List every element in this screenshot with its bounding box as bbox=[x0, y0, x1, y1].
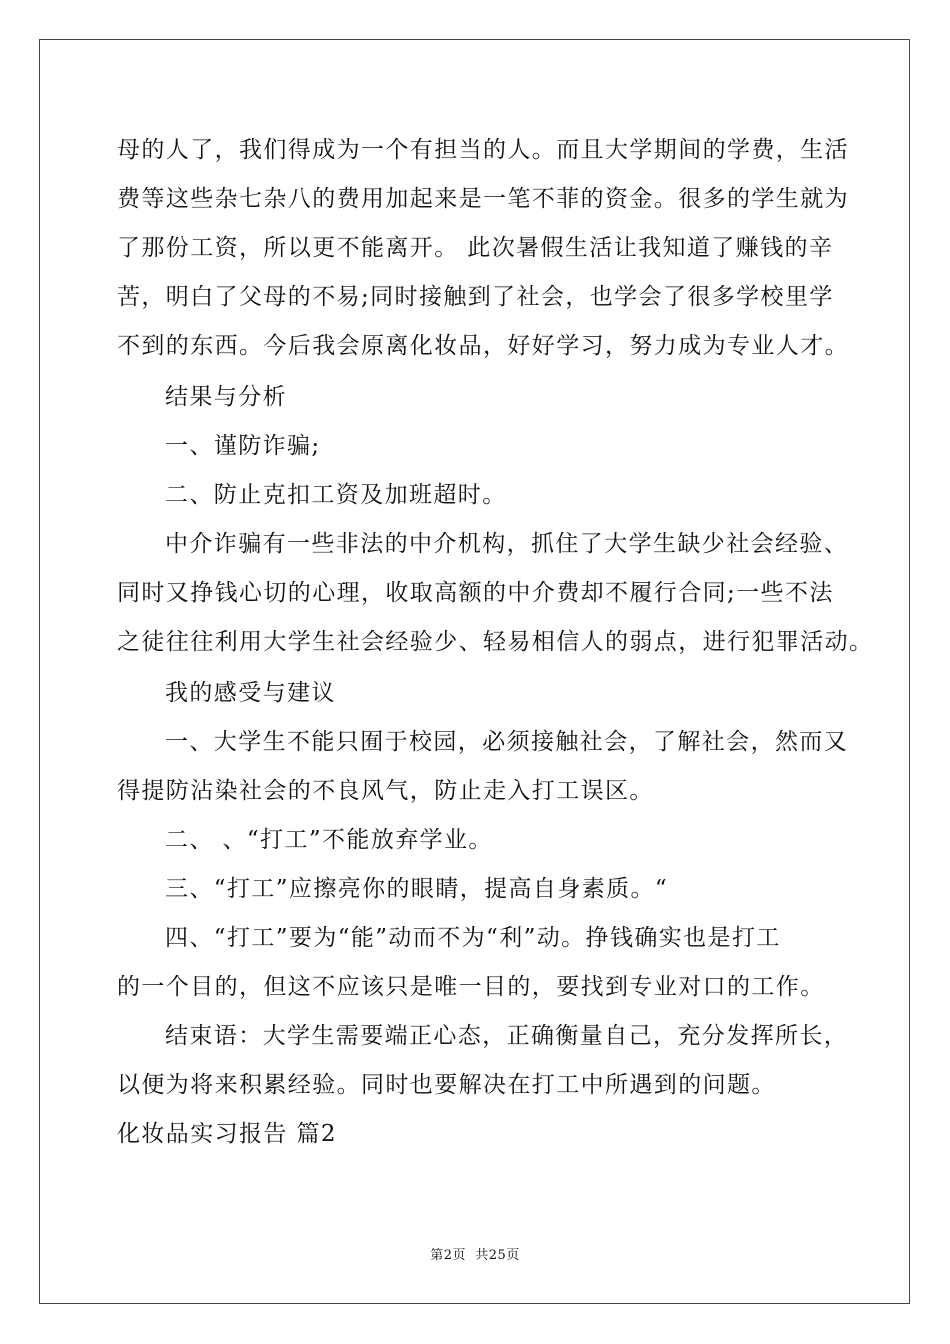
body-line: 苦，明白了父母的不易;同时接触到了社会，也学会了很多学校里学 bbox=[117, 284, 834, 310]
body-line: 的一个目的，但这不应该只是唯一目的，要找到专业对口的工作。 bbox=[117, 974, 825, 1000]
list-item: 一、谨防诈骗; bbox=[165, 433, 321, 459]
body-line: 中介诈骗有一些非法的中介机构，抓住了大学生缺少社会经验、 bbox=[165, 531, 849, 557]
body-line: 母的人了，我们得成为一个有担当的人。而且大学期间的学费，生活 bbox=[117, 137, 849, 163]
body-line: 结束语：大学生需要端正心态，正确衡量自己，充分发挥所长， bbox=[165, 1023, 849, 1049]
body-line: 不到的东西。今后我会原离化妆品，好好学习，努力成为专业人才。 bbox=[117, 333, 849, 359]
section-heading: 结果与分析 bbox=[165, 384, 287, 410]
body-line: 之徒往往利用大学生社会经验少、轻易相信人的弱点，进行犯罪活动。 bbox=[117, 629, 874, 655]
list-item: 三、“打工”应擦亮你的眼睛，提高自身素质。“ bbox=[165, 876, 669, 902]
list-item: 二、 、“打工”不能放弃学业。 bbox=[165, 827, 493, 853]
body-line: 费等这些杂七杂八的费用加起来是一笔不菲的资金。很多的学生就为 bbox=[117, 186, 849, 212]
list-item: 一、大学生不能只囿于校园，必须接触社会，了解社会，然而又 bbox=[165, 729, 849, 755]
body-line: 以便为将来积累经验。同时也要解决在打工中所遇到的问题。 bbox=[117, 1072, 776, 1098]
list-item: 四、“打工”要为“能”动而不为“利”动。挣钱确实也是打工 bbox=[165, 925, 781, 951]
section-heading: 我的感受与建议 bbox=[165, 680, 336, 706]
page-border bbox=[39, 39, 910, 1304]
report-title: 化妆品实习报告 篇2 bbox=[117, 1121, 337, 1147]
page-number: 第2页 共25页 bbox=[430, 1248, 520, 1263]
list-item: 二、防止克扣工资及加班超时。 bbox=[165, 482, 507, 508]
body-line: 了那份工资，所以更不能离开。 此次暑假生活让我知道了赚钱的辛 bbox=[117, 235, 834, 261]
body-line: 同时又挣钱心切的心理，收取高额的中介费却不履行合同;一些不法 bbox=[117, 580, 834, 606]
body-line: 得提防沾染社会的不良风气，防止走入打工误区。 bbox=[117, 778, 654, 804]
